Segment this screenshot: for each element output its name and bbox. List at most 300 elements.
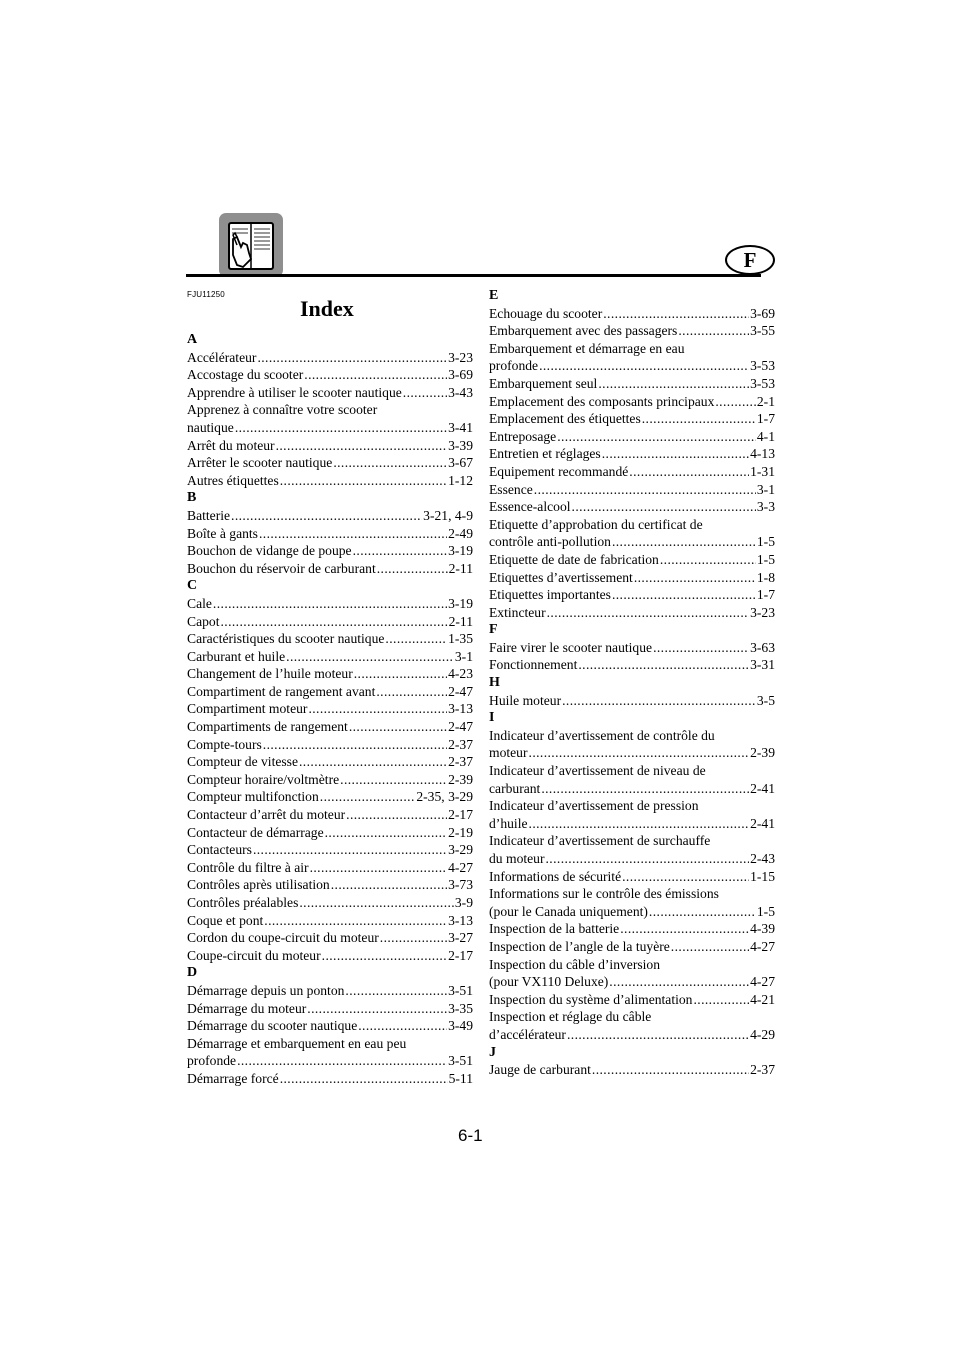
index-entry-term: Inspection de la batterie	[489, 921, 620, 937]
index-entry	[489, 744, 775, 762]
index-entry-page: 3-19	[448, 595, 473, 611]
index-entry	[489, 551, 775, 569]
index-entry	[489, 938, 775, 956]
index-entry	[489, 692, 775, 710]
index-entry-continued: Indicateur d’avertissement de surchauffe	[489, 833, 711, 849]
index-entry	[187, 384, 473, 402]
index-letter-heading: E	[489, 288, 499, 303]
dot-leader	[609, 973, 749, 991]
index-entry	[187, 1052, 473, 1070]
index-entry-term: Bouchon du réservoir de carburant	[187, 560, 376, 576]
index-letter-heading: D	[187, 965, 198, 981]
index-entry	[187, 595, 473, 613]
index-entry	[489, 639, 775, 657]
index-entry-continued: Inspection du câble d’inversion	[489, 956, 661, 972]
dot-leader	[671, 938, 749, 956]
index-entry-page: 3-13	[448, 701, 473, 717]
index-entry-term: Démarrage depuis un ponton	[187, 982, 345, 998]
dot-leader	[547, 604, 749, 622]
index-entry	[489, 850, 775, 868]
index-column-right	[489, 287, 775, 1079]
dot-leader	[678, 322, 749, 340]
index-entry	[489, 656, 775, 674]
index-entry-term: contrôle anti-pollution	[489, 534, 611, 550]
index-entry-page: 3-5	[756, 692, 775, 708]
header-rule	[186, 274, 761, 277]
dot-leader	[634, 569, 756, 587]
index-entry-term: Entreposage	[489, 428, 557, 444]
index-entry-term: Compteur de vitesse	[187, 754, 298, 770]
index-entry-term: Equipement recommandé	[489, 463, 629, 479]
index-entry	[187, 472, 473, 490]
page-title: Index	[300, 296, 354, 321]
index-entry	[187, 876, 473, 894]
index-entry-term: Informations de sécurité	[489, 868, 622, 884]
index-entry-page: 2-35, 3-29	[416, 789, 473, 805]
dot-leader	[557, 428, 756, 446]
index-entry-term: Accélérateur	[187, 349, 257, 365]
index-entry-term: Etiquette de date de fabrication	[489, 551, 659, 567]
dot-leader	[715, 393, 756, 411]
dot-leader	[385, 630, 447, 648]
dot-leader	[377, 560, 448, 578]
dot-leader	[529, 815, 750, 833]
index-entry	[489, 780, 775, 798]
index-entry-page: 2-39	[750, 745, 775, 761]
index-entry	[187, 894, 473, 912]
index-entry-term: d’huile	[489, 815, 528, 831]
index-entry-page: 1-15	[750, 868, 775, 884]
dot-leader	[286, 648, 454, 666]
index-entry-page: 4-21	[750, 991, 775, 1007]
index-entry	[489, 569, 775, 587]
dot-leader	[308, 700, 447, 718]
index-entry	[489, 375, 775, 393]
index-entry-continued: Inspection et réglage du câble	[489, 1009, 652, 1025]
dot-leader	[539, 357, 749, 375]
index-entry-term: Contrôles préalables	[187, 895, 299, 910]
index-entry-page: 3-51	[448, 1053, 473, 1069]
index-entry	[187, 366, 473, 384]
dot-leader	[280, 1070, 448, 1088]
index-entry-page: 3-39	[448, 437, 473, 453]
index-entry	[489, 393, 775, 411]
index-entry-continued: Apprenez à connaître votre scooter	[187, 402, 378, 418]
index-entry-page: 1-8	[756, 569, 775, 585]
index-entry-term: Coupe-circuit du moteur	[187, 947, 321, 963]
index-entry-page: 3-1	[454, 648, 473, 664]
index-entry	[489, 322, 775, 340]
index-entry	[187, 929, 473, 947]
index-entry-page: 3-41	[448, 419, 473, 435]
index-entry-term: profonde	[489, 358, 539, 374]
index-entry-page: 1-35	[448, 631, 473, 647]
index-entry-page: 2-1	[756, 393, 775, 409]
index-entry-page: 4-23	[448, 666, 473, 682]
index-entry-term: nautique	[187, 419, 234, 435]
dot-leader	[353, 542, 447, 560]
index-entry-page: 2-49	[448, 525, 473, 541]
dot-leader	[304, 366, 447, 384]
section-tab	[725, 245, 775, 275]
index-entry-page: 2-11	[448, 613, 473, 629]
index-entry-page: 1-5	[756, 551, 775, 567]
index-entry-term: moteur	[489, 745, 528, 761]
dot-leader	[253, 841, 447, 859]
index-entry	[187, 665, 473, 683]
index-entry-page: 3-19	[448, 543, 473, 559]
dot-leader	[602, 445, 749, 463]
index-entry-term: Compartiment moteur	[187, 701, 308, 717]
index-entry-page: 1-5	[756, 534, 775, 550]
index-entry-term: (pour VX110 Deluxe)	[489, 974, 609, 990]
index-entry-term: Carburant et huile	[187, 648, 286, 664]
index-entry-term: Caractéristiques du scooter nautique	[187, 631, 385, 647]
index-entry-page: 2-11	[448, 560, 473, 576]
index-letter-heading: H	[489, 675, 500, 691]
index-entry-term: Capot	[187, 613, 220, 629]
index-entry-term: Changement de l’huile moteur	[187, 666, 353, 682]
index-entry-term: Démarrage forcé	[187, 1070, 279, 1086]
index-entry-continued: Embarquement et démarrage en eau	[489, 340, 685, 356]
index-entry-term: Compte-tours	[187, 736, 262, 752]
index-entry	[187, 859, 473, 877]
index-entry-page: 3-9	[454, 895, 473, 910]
index-entry	[489, 586, 775, 604]
index-entry	[489, 920, 775, 938]
index-entry-continued: Indicateur d’avertissement de niveau de	[489, 763, 706, 779]
dot-leader	[340, 771, 447, 789]
dot-leader	[649, 903, 756, 921]
index-entry-continued: Etiquette d’approbation du certificat de	[489, 516, 703, 532]
index-entry-page: 2-17	[448, 947, 473, 963]
index-entry-term: Démarrage du moteur	[187, 1000, 307, 1016]
index-entry-page: 3-67	[448, 455, 473, 471]
index-entry-page: 3-3	[756, 499, 775, 515]
index-entry-term: Contrôles après utilisation	[187, 877, 330, 893]
dot-leader	[299, 894, 454, 912]
index-entry-term: Essence-alcool	[489, 499, 571, 515]
index-entry	[187, 560, 473, 578]
dot-leader	[276, 437, 448, 455]
index-entry-page: 3-43	[448, 384, 473, 400]
index-entry-page: 3-49	[448, 1018, 473, 1034]
index-entry-term: Arrêter le scooter nautique	[187, 455, 333, 471]
dot-leader	[572, 498, 756, 516]
dot-leader	[622, 868, 749, 886]
dot-leader	[237, 1052, 447, 1070]
index-entry-term: du moteur	[489, 851, 545, 866]
index-entry	[187, 1017, 473, 1035]
index-entry-page: 4-27	[448, 859, 473, 875]
index-entry	[187, 507, 473, 525]
index-entry-page: 2-43	[750, 851, 775, 866]
dot-leader	[299, 753, 447, 771]
index-entry	[187, 824, 473, 842]
index-entry	[187, 437, 473, 455]
index-entry-term: Apprendre à utiliser le scooter nautique	[187, 384, 402, 400]
section-letter: F	[743, 247, 757, 272]
index-entry-page: 1-7	[756, 587, 775, 603]
index-entry	[489, 410, 775, 428]
dot-leader	[660, 551, 756, 569]
index-entry	[187, 841, 473, 859]
index-entry	[187, 736, 473, 754]
index-letter-heading: J	[489, 1044, 496, 1060]
index-entry-term: Embarquement avec des passagers	[489, 323, 678, 339]
index-entry	[187, 683, 473, 701]
dot-leader	[541, 780, 749, 798]
index-entry-page: 3-51	[448, 982, 473, 998]
dot-leader	[376, 683, 447, 701]
index-entry-term: carburant	[489, 780, 541, 796]
index-entry-page: 3-29	[448, 842, 473, 858]
index-entry	[187, 912, 473, 930]
dot-leader	[325, 824, 447, 842]
dot-leader	[620, 920, 749, 938]
dot-leader	[257, 349, 447, 367]
index-entry-term: Contacteurs	[187, 842, 252, 858]
index-entry	[489, 428, 775, 446]
index-entry	[187, 771, 473, 789]
dot-leader	[220, 613, 447, 631]
index-entry-term: d’accélérateur	[489, 1026, 566, 1042]
index-letter-heading: B	[187, 490, 197, 506]
index-entry-page: 3-23	[750, 604, 775, 620]
index-entry-page: 2-17	[448, 807, 473, 823]
index-entry-page: 3-27	[448, 930, 473, 946]
dot-leader	[598, 375, 749, 393]
index-entry-page: 2-47	[448, 719, 473, 735]
index-entry-term: Coque et pont	[187, 912, 264, 928]
index-entry-term: Contacteur d’arrêt du moteur	[187, 807, 346, 823]
index-column-left	[187, 331, 473, 1088]
dot-leader	[380, 929, 447, 947]
index-entry	[489, 1061, 775, 1079]
index-entry-term: Fonctionnement	[489, 657, 578, 673]
index-entry-term: Cordon du coupe-circuit du moteur	[187, 930, 379, 946]
index-entry-term: Cale	[187, 595, 212, 611]
index-entry-term: Extincteur	[489, 604, 546, 620]
index-entry-page: 3-1	[756, 481, 775, 497]
dot-leader	[612, 533, 756, 551]
index-entry-page: 5-11	[448, 1070, 473, 1086]
index-entry-term: Contacteur de démarrage	[187, 824, 324, 840]
index-entry	[489, 533, 775, 551]
dot-leader	[546, 850, 750, 868]
dot-leader	[629, 463, 749, 481]
index-entry-page: 2-37	[750, 1062, 775, 1078]
index-entry-page: 3-21, 4-9	[423, 507, 473, 523]
page-number: 6-1	[458, 1126, 483, 1145]
index-entry-term: Emplacement des étiquettes	[489, 411, 641, 427]
index-entry	[489, 868, 775, 886]
index-entry-page: 3-13	[448, 912, 473, 928]
index-entry-page: 1-31	[750, 463, 775, 479]
document-code: FJU11250	[187, 290, 225, 299]
index-entry-page: 4-29	[750, 1026, 775, 1042]
index-entry-continued: Indicateur d’avertissement de contrôle du	[489, 727, 715, 743]
index-entry	[187, 1000, 473, 1018]
dot-leader	[642, 410, 756, 428]
index-entry	[489, 463, 775, 481]
index-entry	[187, 630, 473, 648]
index-entry-term: Démarrage du scooter nautique	[187, 1018, 358, 1034]
index-entry	[187, 349, 473, 367]
index-entry-term: Compteur multifonction	[187, 789, 319, 805]
index-entry-continued: Indicateur d’avertissement de pression	[489, 798, 699, 814]
index-entry-page: 2-37	[448, 754, 473, 770]
index-entry	[187, 542, 473, 560]
dot-leader	[529, 744, 750, 762]
dot-leader	[653, 639, 749, 657]
index-entry-term: Jauge de carburant	[489, 1062, 591, 1078]
index-entry	[489, 903, 775, 921]
dot-leader	[562, 692, 756, 710]
index-entry-continued: Informations sur le contrôle des émissions	[489, 886, 719, 902]
index-entry	[187, 753, 473, 771]
index-entry-page: 2-41	[750, 780, 775, 796]
index-entry-continued: Démarrage et embarquement en eau peu	[187, 1035, 407, 1051]
dot-leader	[310, 859, 448, 877]
index-entry-term: Echouage du scooter	[489, 305, 603, 321]
dot-leader	[693, 991, 749, 1009]
index-entry-term: Entretien et réglages	[489, 446, 601, 462]
dot-leader	[567, 1026, 749, 1044]
index-entry-page: 2-41	[750, 815, 775, 831]
index-entry-term: Emplacement des composants principaux	[489, 393, 715, 409]
index-entry-page: 3-53	[750, 375, 775, 391]
index-entry	[489, 815, 775, 833]
index-entry-term: Etiquettes d’avertissement	[489, 569, 633, 585]
dot-leader	[259, 525, 447, 543]
index-letter-heading: I	[489, 710, 495, 726]
index-entry	[187, 419, 473, 437]
dot-leader	[345, 982, 447, 1000]
index-entry-page: 2-37	[448, 736, 473, 752]
index-entry-term: Arrêt du moteur	[187, 437, 275, 453]
index-entry-term: Embarquement seul	[489, 375, 598, 391]
index-entry	[187, 525, 473, 543]
index-entry-term: Huile moteur	[489, 692, 562, 708]
index-entry	[489, 481, 775, 499]
dot-leader	[592, 1061, 749, 1079]
index-entry	[187, 613, 473, 631]
index-letter-heading: F	[489, 622, 498, 638]
index-entry-page: 2-47	[448, 683, 473, 699]
index-entry	[187, 788, 473, 806]
index-entry-page: 1-7	[756, 411, 775, 427]
dot-leader	[213, 595, 447, 613]
index-entry-page: 3-23	[448, 349, 473, 365]
dot-leader	[320, 788, 416, 806]
index-entry	[489, 357, 775, 375]
index-entry-page: 4-1	[756, 428, 775, 444]
dot-leader	[235, 419, 447, 437]
index-entry-page: 2-39	[448, 771, 473, 787]
index-entry-term: profonde	[187, 1053, 237, 1069]
index-entry-term: Bouchon de vidange de poupe	[187, 543, 352, 559]
dot-leader	[578, 656, 749, 674]
index-entry-term: Compteur horaire/voltmètre	[187, 771, 340, 787]
index-entry-page: 3-73	[448, 877, 473, 893]
dot-leader	[333, 454, 447, 472]
index-entry-page: 3-35	[448, 1000, 473, 1016]
dot-leader	[354, 665, 447, 683]
index-entry	[187, 700, 473, 718]
index-entry-term: Batterie	[187, 507, 231, 523]
index-entry	[489, 498, 775, 516]
index-entry-term: Essence	[489, 481, 533, 497]
index-entry-term: Compartiment de rangement avant	[187, 683, 376, 699]
dot-leader	[264, 912, 447, 930]
index-entry-term: Autres étiquettes	[187, 472, 279, 488]
manual-hand-icon	[219, 213, 283, 277]
index-entry-term: Accostage du scooter	[187, 367, 304, 383]
index-entry-page: 4-27	[750, 938, 775, 954]
index-entry	[187, 982, 473, 1000]
index-letter-heading: A	[187, 332, 198, 347]
index-entry	[187, 947, 473, 965]
index-entry-page: 1-12	[448, 472, 473, 488]
index-entry	[489, 973, 775, 991]
dot-leader	[331, 876, 447, 894]
index-entry-page: 1-5	[756, 903, 775, 919]
index-entry-page: 2-19	[448, 824, 473, 840]
index-entry	[187, 806, 473, 824]
dot-leader	[358, 1017, 447, 1035]
index-entry-page: 4-27	[750, 974, 775, 990]
index-entry	[489, 604, 775, 622]
index-entry-term: Contrôle du filtre à air	[187, 859, 309, 875]
index-entry-page: 3-53	[750, 358, 775, 374]
index-entry-page: 3-63	[750, 639, 775, 655]
index-entry-page: 4-39	[750, 921, 775, 937]
index-entry-term: Faire virer le scooter nautique	[489, 639, 653, 655]
dot-leader	[346, 806, 447, 824]
index-entry	[187, 718, 473, 736]
index-entry-term: Inspection de l’angle de la tuyère	[489, 938, 670, 954]
dot-leader	[280, 472, 447, 490]
index-entry	[489, 445, 775, 463]
dot-leader	[322, 947, 447, 965]
index-entry-page: 3-69	[448, 367, 473, 383]
index-entry	[187, 454, 473, 472]
dot-leader	[349, 718, 447, 736]
index-entry-page: 3-69	[750, 305, 775, 321]
index-entry	[187, 1070, 473, 1088]
index-entry	[187, 648, 473, 666]
index-entry-term: (pour le Canada uniquement)	[489, 903, 648, 919]
index-entry-term: Compartiments de rangement	[187, 719, 348, 735]
dot-leader	[603, 305, 749, 323]
index-entry	[489, 305, 775, 323]
index-entry-page: 3-55	[750, 323, 775, 339]
index-entry-term: Boîte à gants	[187, 525, 258, 541]
dot-leader	[612, 586, 756, 604]
dot-leader	[307, 1000, 447, 1018]
dot-leader	[403, 384, 447, 402]
index-entry	[489, 991, 775, 1009]
index-entry-term: Inspection du système d’alimentation	[489, 991, 693, 1007]
index-entry-page: 3-31	[750, 657, 775, 673]
dot-leader	[263, 736, 447, 754]
index-letter-heading: C	[187, 578, 198, 594]
index-entry-term: Etiquettes importantes	[489, 587, 611, 603]
dot-leader	[534, 481, 756, 499]
dot-leader	[231, 507, 422, 525]
index-entry	[489, 1026, 775, 1044]
